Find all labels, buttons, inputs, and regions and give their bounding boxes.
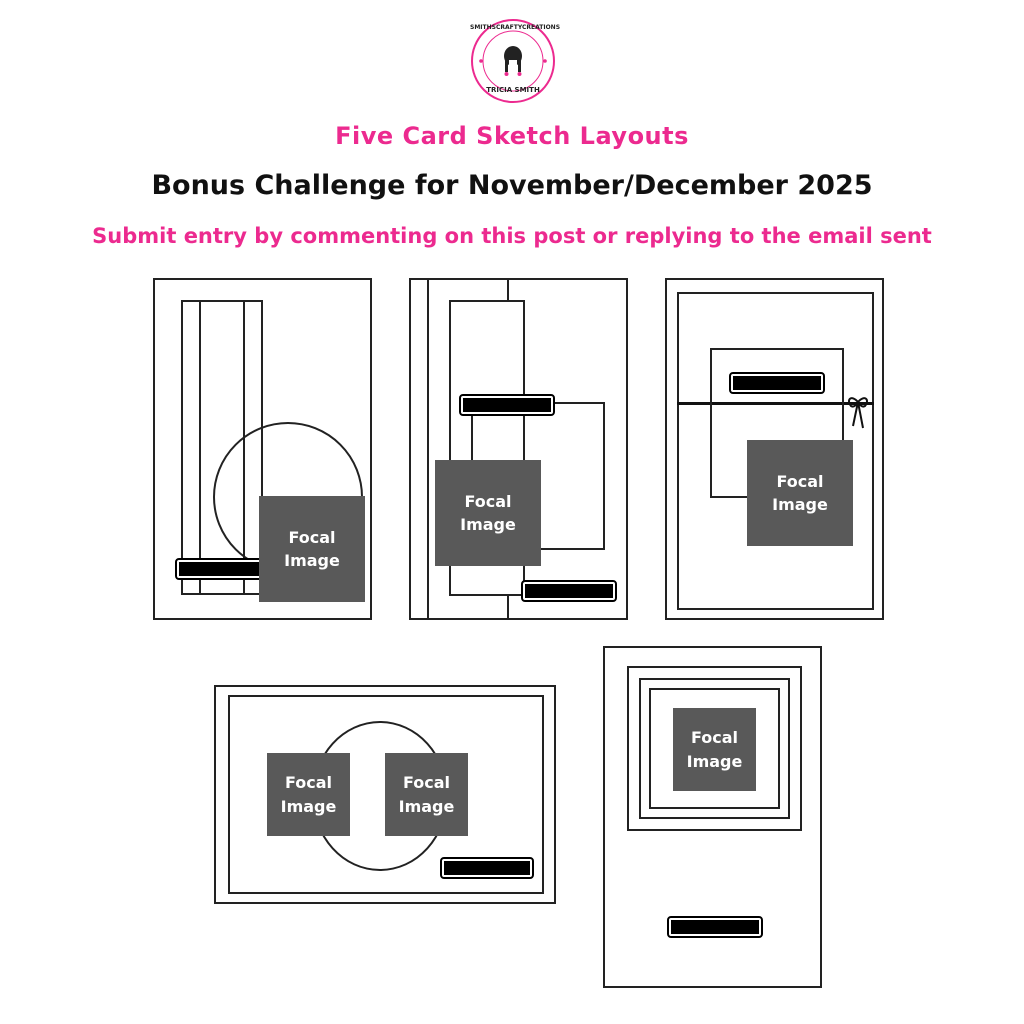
panel-line: [199, 300, 201, 595]
panel-line: [427, 280, 429, 618]
brand-logo: [470, 18, 561, 104]
sentiment-label: [442, 859, 532, 877]
submission-instructions: Submit entry by commenting on this post or replying to the email sent: [92, 224, 932, 248]
sketch-card-3: [665, 278, 884, 620]
focal-image: Focal Image: [673, 708, 756, 791]
logo-brand-text: SMITHSCRAFTYCREATIONS: [470, 24, 561, 31]
sentiment-label: [731, 374, 823, 392]
panel-line: [507, 280, 509, 300]
sentiment-label: [523, 582, 615, 600]
page-subtitle: Bonus Challenge for November/December 2025: [151, 170, 873, 201]
sentiment-label: [177, 560, 267, 578]
panel-line: [507, 596, 509, 618]
sentiment-label: [669, 918, 761, 936]
sentiment-label: [461, 396, 553, 414]
bow-icon: [845, 392, 871, 432]
focal-image: Focal Image: [385, 753, 468, 836]
sketch-card-5: [603, 646, 822, 988]
page-title: Five Card Sketch Layouts: [335, 122, 689, 150]
sketch-card-2: [409, 278, 628, 620]
focal-image: Focal Image: [259, 496, 365, 602]
sketch-card-1: [153, 278, 372, 620]
focal-image: Focal Image: [435, 460, 541, 566]
focal-image: Focal Image: [267, 753, 350, 836]
focal-image: Focal Image: [747, 440, 853, 546]
sketch-card-4: [214, 685, 556, 904]
logo-name-text: TRICIA SMITH: [486, 86, 540, 94]
